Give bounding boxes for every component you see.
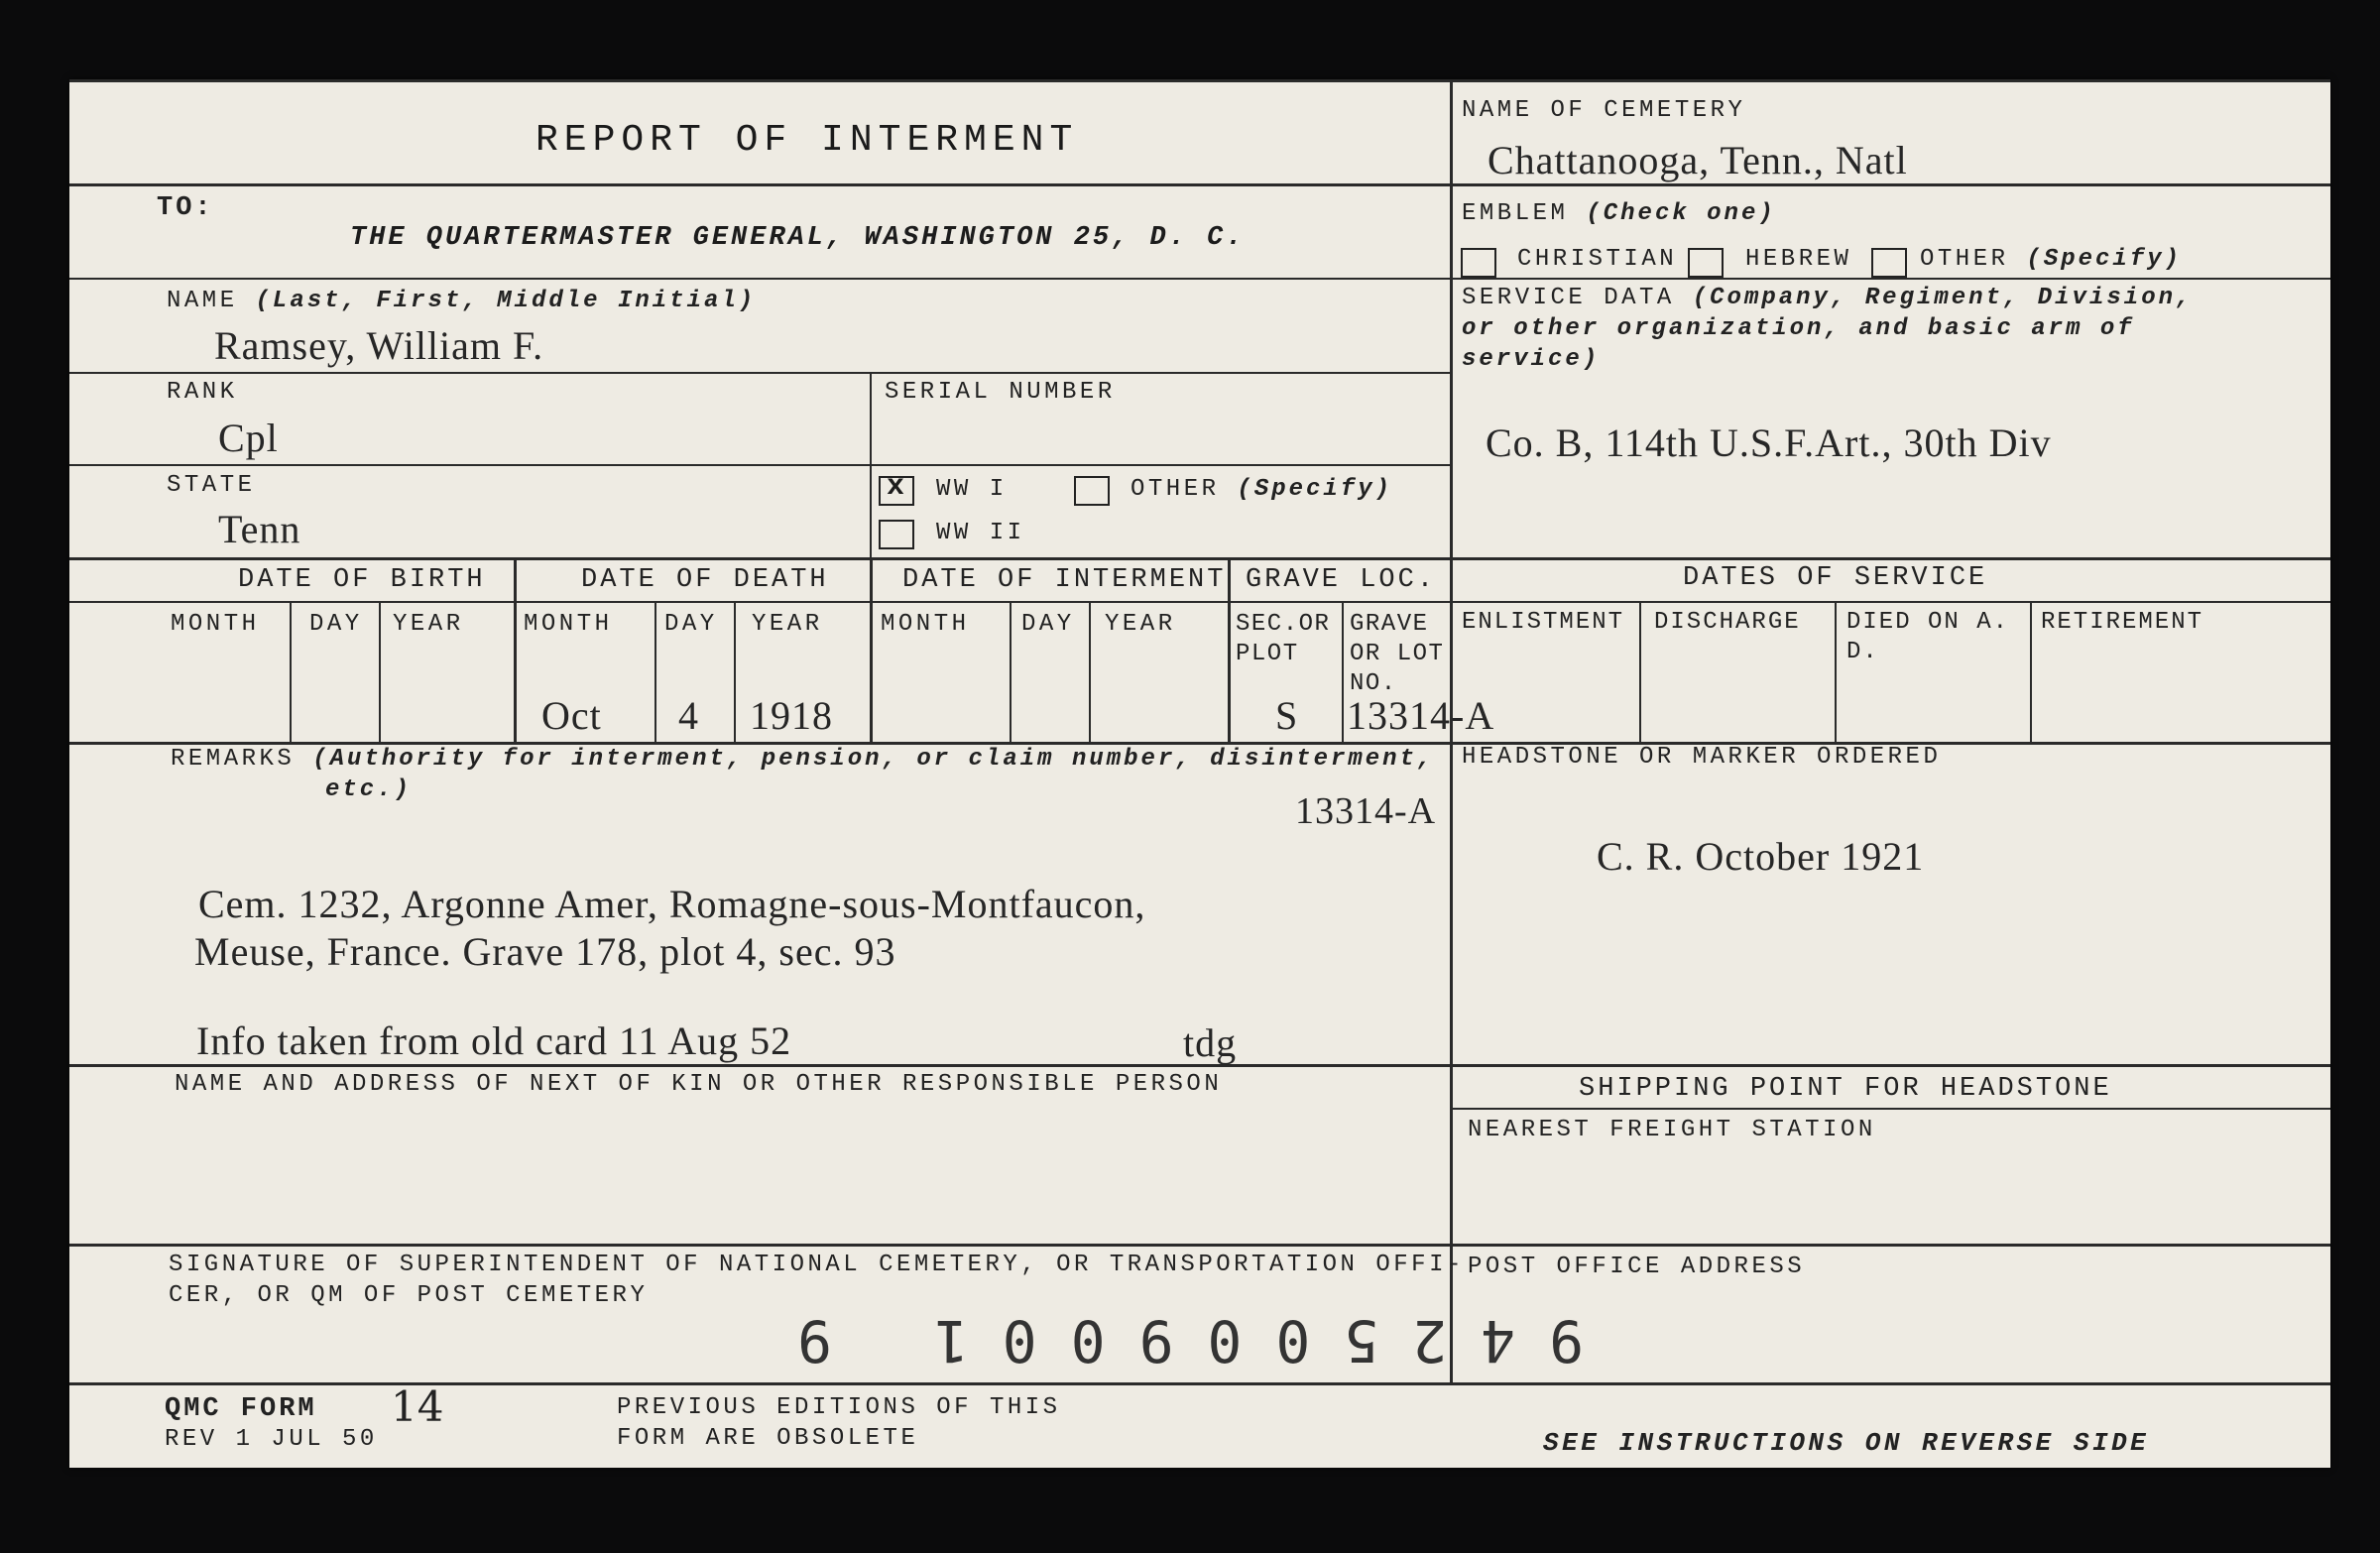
to-label: TO: [157,193,214,223]
post-office-label: POST OFFICE ADDRESS [1468,1254,1806,1280]
emblem-label: EMBLEM (Check one) [1462,200,1776,227]
died-on-ad-label-2: D. [1846,639,1879,665]
rule-name [69,372,1453,374]
rule-title [69,183,2330,186]
war-other-checkbox[interactable] [1074,476,1110,506]
state-label: STATE [167,472,256,499]
serial-stamp: 9425009001 9 [764,1307,1585,1374]
ww2-checkbox[interactable] [879,520,914,549]
sec-or-plot-label-1: SEC.OR [1236,611,1331,638]
remarks-line-1: Cem. 1232, Argonne Amer, Romagne-sous-Montfaucon, [198,882,1146,926]
emblem-other-checkbox[interactable] [1871,248,1907,278]
service-data-hint-2: or other organization, and basic arm of [1462,315,2135,342]
birth-day-label: DAY [309,611,363,638]
form-title: REPORT OF INTERMENT [536,119,1079,162]
headstone-value: C. R. October 1921 [1597,834,1925,879]
remarks-grave-note: 13314-A [1295,790,1437,832]
death-year-value: 1918 [750,693,833,738]
grave-or-lot-label-1: GRAVE [1350,611,1429,638]
rule-shipping [1453,1108,2330,1110]
card-top-rule [69,79,2330,82]
serial-number-label: SERIAL NUMBER [885,379,1116,406]
emblem-christian-checkbox[interactable] [1461,248,1496,278]
dates-of-service-label: DATES OF SERVICE [1683,563,1988,593]
qmc-form-number: 14 [391,1382,444,1431]
service-data-label: SERVICE DATA (Company, Regiment, Division, [1462,285,2194,311]
grave-value: 13314-A [1347,693,1495,738]
rule-date-headers [69,601,2330,603]
rule-to [69,278,2330,280]
previous-editions-1: PREVIOUS EDITIONS OF THIS [617,1394,1061,1421]
date-of-interment-label: DATE OF INTERMENT [902,565,1227,595]
cemetery-value: Chattanooga, Tenn., Natl [1488,138,1908,182]
rank-value: Cpl [218,416,279,460]
sec-value: S [1275,693,1299,738]
instructions-note: SEE INSTRUCTIONS ON REVERSE SIDE [1543,1428,2150,1458]
emblem-other-label: OTHER (Specify) [1920,246,2183,273]
emblem-hebrew-label: HEBREW [1745,246,1852,273]
interment-year-label: YEAR [1105,611,1176,638]
birth-year-label: YEAR [393,611,464,638]
rule-serial-left [870,372,872,557]
next-of-kin-label: NAME AND ADDRESS OF NEXT OF KIN OR OTHER RESPONSIBLE PERSON [175,1071,1223,1098]
interment-month-label: MONTH [881,611,970,638]
name-value: Ramsey, William F. [214,323,544,368]
date-of-birth-label: DATE OF BIRTH [238,565,486,595]
emblem-hebrew-checkbox[interactable] [1688,248,1724,278]
rule-rank [69,464,1453,466]
signature-label-2: CER, OR QM OF POST CEMETERY [169,1282,649,1309]
discharge-label: DISCHARGE [1654,609,1801,636]
remarks-hint-2: etc.) [325,776,413,803]
rank-label: RANK [167,379,238,406]
interment-day-label: DAY [1021,611,1075,638]
state-value: Tenn [218,507,301,551]
service-data-value: Co. B, 114th U.S.F.Art., 30th Div [1486,420,2052,465]
rule-dates [69,742,2330,745]
interment-card [69,79,2330,1468]
rev-label: REV 1 JUL 50 [165,1426,378,1453]
enlistment-label: ENLISTMENT [1462,609,1625,636]
war-other-label: OTHER (Specify) [1130,476,1393,503]
ww2-label: WW II [936,520,1025,546]
shipping-point-label: SHIPPING POINT FOR HEADSTONE [1579,1074,2112,1104]
death-year-label: YEAR [752,611,823,638]
rule-kin [69,1244,2330,1247]
sec-or-plot-label-2: PLOT [1236,641,1299,667]
death-month-value: Oct [541,693,602,738]
emblem-christian-label: CHRISTIAN [1517,246,1678,273]
retirement-label: RETIREMENT [2041,609,2204,636]
rule-service-block [69,557,2330,560]
died-on-ad-label-1: DIED ON A. [1846,609,2010,636]
remarks-initials: tdg [1183,1020,1238,1065]
to-value: THE QUARTERMASTER GENERAL, WASHINGTON 25, D. C. [350,223,1246,253]
grave-or-lot-label-2: OR LOT [1350,641,1445,667]
death-day-value: 4 [678,693,699,738]
name-label: NAME (Last, First, Middle Initial) [167,288,757,314]
grave-loc-label: GRAVE LOC. [1246,565,1437,595]
signature-label-1: SIGNATURE OF SUPERINTENDENT OF NATIONAL CEMETERY, OR TRANSPORTATION OFFI- [169,1252,1465,1278]
qmc-form-label: QMC FORM [165,1394,317,1424]
previous-editions-2: FORM ARE OBSOLETE [617,1425,919,1452]
name-of-cemetery-label: NAME OF CEMETERY [1462,97,1746,124]
nearest-freight-label: NEAREST FREIGHT STATION [1468,1117,1876,1143]
death-month-label: MONTH [524,611,613,638]
remarks-label: REMARKS (Authority for interment, pension, or claim number, disinterment, [171,746,1435,773]
service-data-hint-3: service) [1462,346,1601,373]
headstone-label: HEADSTONE OR MARKER ORDERED [1462,744,1942,771]
grave-or-lot-label-3: NO. [1350,670,1397,697]
ww1-label: WW I [936,476,1008,503]
birth-month-label: MONTH [171,611,260,638]
death-day-label: DAY [664,611,718,638]
ww1-checkbox[interactable] [879,476,914,506]
remarks-line-2: Meuse, France. Grave 178, plot 4, sec. 93 [194,929,896,974]
date-of-death-label: DATE OF DEATH [581,565,829,595]
remarks-line-3: Info taken from old card 11 Aug 52 [196,1018,792,1063]
